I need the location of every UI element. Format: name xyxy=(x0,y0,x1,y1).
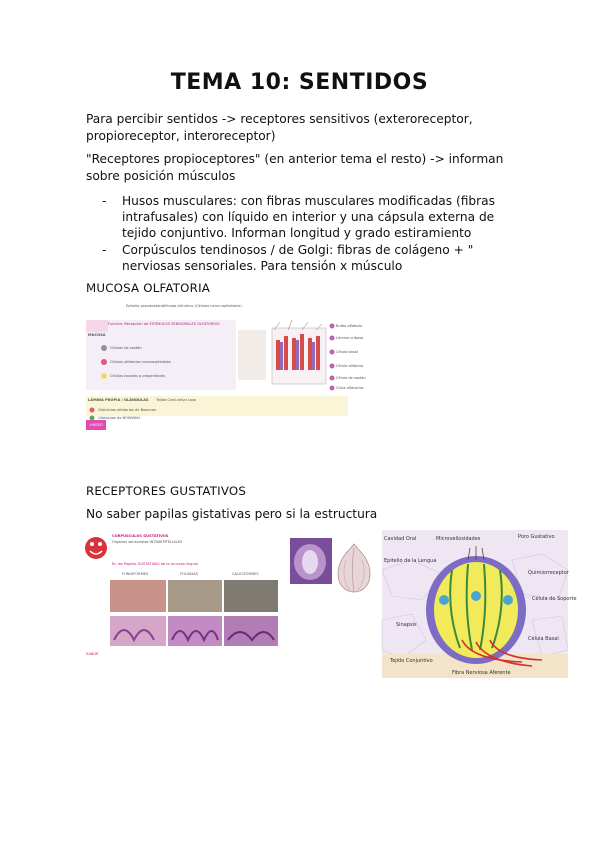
list-item: - Husos musculares: con fibras musculares modificadas (fibras intrafusales) con líquido en interior y una cápsula externa de tejido conjuntivo. Informan longitud y grado estiramiento xyxy=(102,194,495,240)
papilas-figure: CORPÚSCULOS GUSTATIVOS Órganos sensoriales INTRAEPITELIALES En las Papilas GUSTATIVAS de la mucosa lingual FUNGIFORMES FOLIADAS CALICIFORMES SABOR xyxy=(84,530,354,670)
histology-image xyxy=(290,538,332,584)
list-item: - Corpúsculos tendinosos / de Golgi: fibras de colágeno + " nerviosas sensoriales. Para tensión x músculo xyxy=(102,243,474,273)
page-title: TEMA 10: SENTIDOS xyxy=(170,70,429,95)
olfactory-figure: Epitelio pseudoestratificado cilíndrico (Células neuro-epiteliales) Función: Recepción de ESTÍMULOS SENSORIALES OLFATORIOS MUCOSA Células de sostén Células olfatorias neuroepiteliales Células basales o progenitoras LÁMINA PROPIA / GLÁNDULAS Tejido Conjuntivo Laxo Glándulas olfatorias de Bowman Glándulas de BOWMAN HUESO Bulbo olfatorio Lámina cribosa Célula basal Célula olfatoria Célula de sostén Cilios olfatorios xyxy=(86,300,348,446)
propioceptor-paragraph: "Receptores propioceptores" (en anterior tema el resto) -> informan sobre posición músculos xyxy=(86,152,504,183)
garlic-image xyxy=(332,540,376,594)
intro-paragraph: Para percibir sentidos -> receptores sensitivos (exteroreceptor, propioreceptor, interoreceptor) xyxy=(86,112,473,143)
bullet-list xyxy=(102,193,512,275)
section-heading-gustativos: RECEPTORES GUSTATIVOS xyxy=(86,484,247,498)
gustativos-note: No saber papilas gistativas pero si la estructura xyxy=(86,507,378,521)
section-heading-olfatoria: MUCOSA OLFATORIA xyxy=(86,281,211,295)
taste-bud-diagram: Cavidad Oral Microvellosidades Poro Gustativo Epitelio de la Lengua Quimiorreceptor Célula de Soporte Sinapsis Célula Basal Tejido Conjuntivo Fibra Nerviosa Aferente xyxy=(382,530,568,678)
